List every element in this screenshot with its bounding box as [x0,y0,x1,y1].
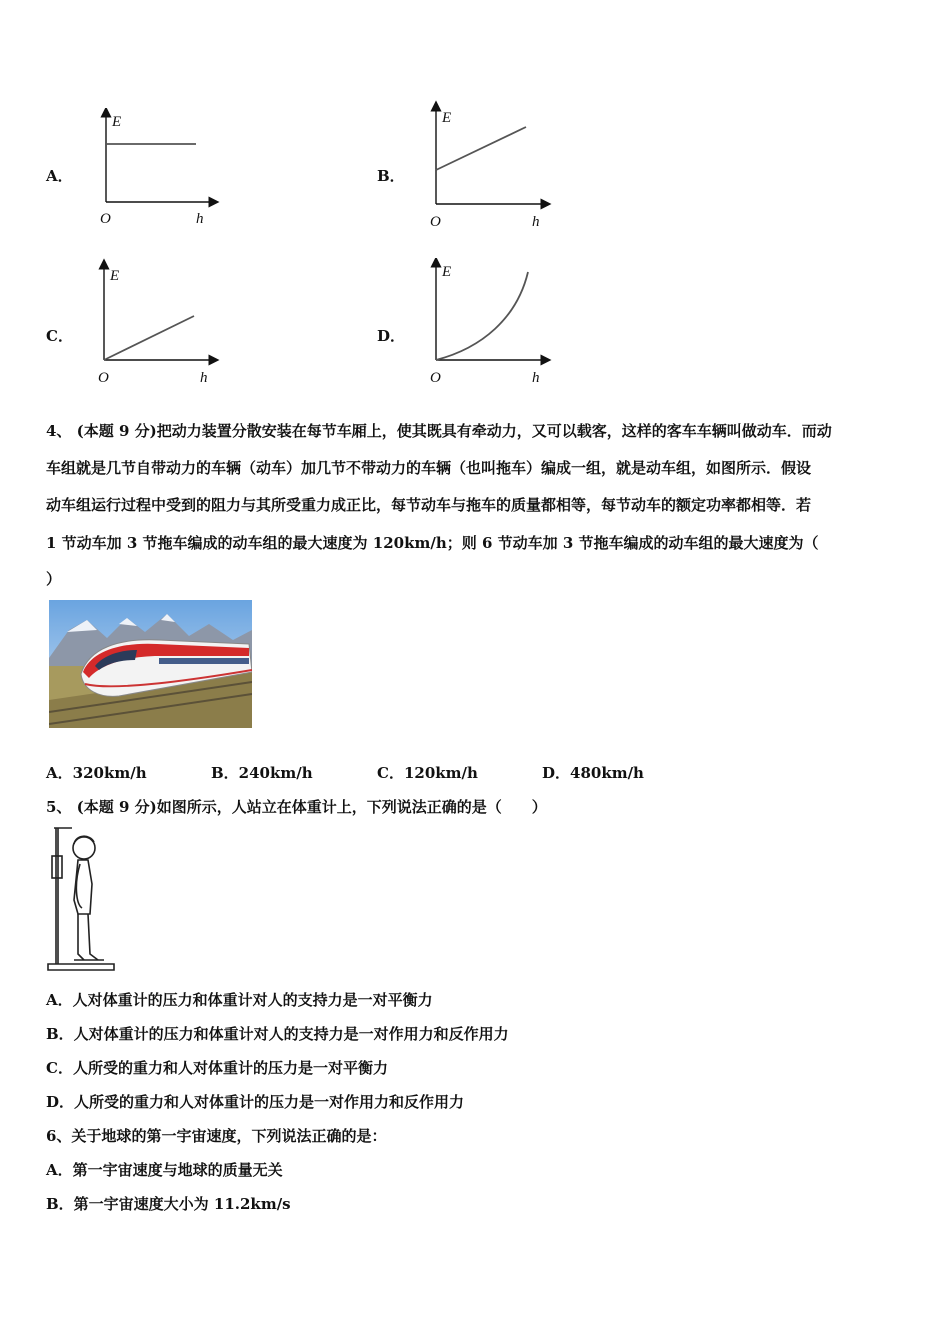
graph-d-curve [436,272,528,360]
q5-stem: 5、 (本题 9 分)如图所示，人站立在体重计上，下列说法正确的是（ ） [46,798,547,816]
person-on-scale-image [44,824,120,972]
graph-c-origin: O [98,370,109,386]
q4-line-5: ） [46,570,62,588]
option-d-label: D． [377,327,406,345]
q5-option-d: D．人所受的重力和人对体重计的压力是一对作用力和反作用力 [46,1093,465,1111]
q4-option-b: B．240km/h [211,764,313,782]
q4-option-c: C．120km/h [377,764,478,782]
q5-option-b: B．人对体重计的压力和体重计对人的支持力是一对作用力和反作用力 [46,1025,509,1043]
option-a-label: A． [46,167,73,185]
graph-d [422,258,552,388]
graph-d-origin: O [430,370,441,386]
option-c-label: C． [46,327,73,345]
q4-option-d: D．480km/h [542,764,644,782]
graph-b-origin: O [430,214,441,230]
q4-line-1: 4、 (本题 9 分)把动力装置分散安装在每节车厢上，使其既具有牵动力，又可以载客，这样的客车车辆叫做动车．而动 [46,422,832,440]
graph-b-ylabel: E [442,110,452,126]
option-b-label: B． [377,167,405,185]
q4-line-2: 车组就是几节自带动力的车辆（动车）加几节不带动力的车辆（也叫拖车）编成一组，就是动车组，如图所示．假设 [46,459,812,477]
q4-option-a: A．320km/h [46,764,147,782]
q4-line-4: 1 节动车加 3 节拖车编成的动车组的最大速度为 120km/h；则 6 节动车加 3 节拖车编成的动车组的最大速度为（ [46,534,819,552]
graph-c-xlabel: h [200,370,208,386]
graph-a-xlabel: h [196,211,204,227]
q6-stem: 6、关于地球的第一宇宙速度，下列说法正确的是： [46,1127,387,1145]
q6-option-b: B．第一宇宙速度大小为 11.2km/s [46,1195,291,1213]
graph-c [90,258,220,388]
q5-option-a: A．人对体重计的压力和体重计对人的支持力是一对平衡力 [46,991,433,1009]
graph-a-ylabel: E [112,114,122,130]
q5-option-c: C．人所受的重力和人对体重计的压力是一对平衡力 [46,1059,388,1077]
q6-option-a: A．第一宇宙速度与地球的质量无关 [46,1161,283,1179]
graph-d-xlabel: h [532,370,540,386]
graph-b-curve [436,127,526,170]
graph-b [422,100,552,230]
q4-line-3: 动车组运行过程中受到的阻力与其所受重力成正比，每节动车与拖车的质量都相等，每节动车的额定功率都相等．若 [46,496,812,514]
train-image [49,600,252,728]
graph-b-xlabel: h [532,214,540,230]
graph-c-ylabel: E [110,268,120,284]
graph-c-curve [104,316,194,360]
graph-d-ylabel: E [442,264,452,280]
graph-a [92,108,222,230]
graph-a-origin: O [100,211,111,227]
